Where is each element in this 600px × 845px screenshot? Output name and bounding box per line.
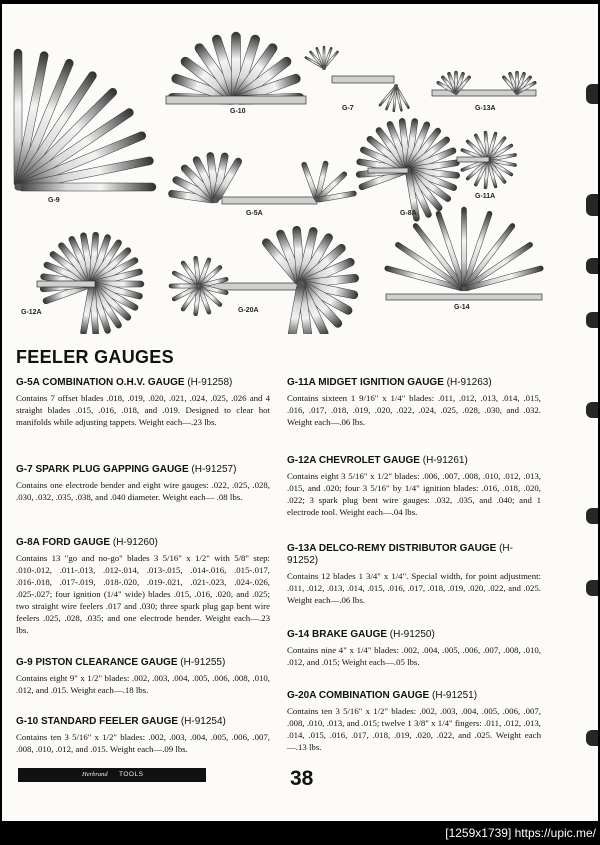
- entry-title: G-12A CHEVROLET GAUGE (H-91261): [287, 455, 468, 466]
- gauge-g10-drawing: [168, 32, 304, 104]
- entry-title: G-9 PISTON CLEARANCE GAUGE (H-91255): [16, 657, 226, 668]
- gauge-g7-bar: [332, 76, 394, 83]
- gauge-illustrations: [2, 4, 598, 334]
- entry-description: Contains ten 3 5/16" x 1/2" blades: .002, .003, .004, .005, .006, .007, .008, .010, .013, and .015; twelve 1 3/8" x 1/4" fingers: .011, .012, .013, .014, .015, .016, .017, .018, .019, .020, .022, and .025. Weight each—.13 lbs.: [287, 706, 541, 752]
- scan-info-label: [1259x1739] https://upic.me/: [445, 826, 596, 840]
- entry-title: G-5A COMBINATION O.H.V. GAUGE (H-91258): [16, 377, 233, 388]
- caption-g5a: G-5A: [246, 210, 263, 217]
- entry-title: G-14 BRAKE GAUGE (H-91250): [287, 629, 435, 640]
- caption-g10: G-10: [230, 108, 246, 115]
- caption-g14: G-14: [454, 304, 470, 311]
- entry-g13a: [287, 543, 541, 606]
- caption-g9: G-9: [48, 197, 60, 204]
- caption-g8a: G-8A: [400, 210, 417, 217]
- binder-tab: [586, 730, 598, 746]
- gauge-g14-drawing: [384, 207, 544, 291]
- binder-tab: [586, 402, 598, 418]
- binder-tab: [586, 508, 598, 524]
- gauge-g5a-bar: [222, 197, 317, 204]
- entry-description: Contains sixteen 1 9/16" x 1/4" blades: .011, .012, .013, .014, .015, .016, .017, .018, .019, .020, .022, .024, .025, .028, .030, and .032. Weight each—.06 lbs.: [287, 393, 541, 427]
- entry-title: G-13A DELCO-REMY DISTRIBUTOR GAUGE (H-91252): [287, 543, 513, 566]
- entry-description: Contains eight 9" x 1/2" blades: .002, .003, .004, .005, .006, .008, .010, .012, and .015. Weight each—.18 lbs.: [16, 673, 270, 695]
- entry-g14: [287, 629, 541, 668]
- binder-tab: [586, 194, 598, 216]
- gauge-g7-wires-b: [379, 84, 410, 112]
- gauge-g5a-left: [168, 152, 243, 204]
- gauge-g9-drawing: [14, 49, 156, 191]
- caption-g11a: G-11A: [475, 193, 496, 200]
- gauge-g10-base: [166, 96, 306, 104]
- entry-g5a: [16, 377, 270, 428]
- entry-g20a: [287, 690, 541, 753]
- entry-g8a: [16, 537, 270, 636]
- entry-g7: [16, 464, 270, 503]
- entry-description: Contains 12 blades 1 3/4" x 1/4". Special width, for point adjustment: .011, .012, .013, .014, .015, .016, .017, .018, .019, .020, .022, and .025. Weight each—.06 lbs.: [287, 571, 541, 605]
- brand-logo-text: Herbrand: [82, 771, 108, 778]
- gauge-g7-wires: [304, 46, 338, 70]
- gauge-g14-bar: [386, 294, 542, 300]
- binder-tab: [586, 258, 598, 274]
- binder-tab: [586, 580, 598, 596]
- entry-description: Contains 7 offset blades .018, .019, .020, .021, .024, .025, .026 and 4 straight blades .015, .016, .018, and .019. Designed to clear hot manifolds while adjusting tappets. Weight each—.23 lbs.: [16, 393, 270, 427]
- brand-tools-label: TOOLS: [119, 771, 144, 778]
- gauge-g20a-bar: [208, 283, 303, 290]
- caption-g7: G-7: [342, 105, 354, 112]
- caption-g13a: G-13A: [475, 105, 496, 112]
- entry-title: G-10 STANDARD FEELER GAUGE (H-91254): [16, 716, 226, 727]
- entry-title: G-8A FORD GAUGE (H-91260): [16, 537, 158, 548]
- entry-g12a: [287, 455, 541, 518]
- entry-g9: [16, 657, 270, 696]
- binder-tab: [586, 312, 598, 328]
- entry-title: G-11A MIDGET IGNITION GAUGE (H-91263): [287, 377, 492, 388]
- entry-description: Contains nine 4" x 1/4" blades: .002, .004, .005, .006, .007, .008, .010, .012, and .015; Weight each—.05 lbs.: [287, 645, 541, 667]
- gauge-g5a-right: [301, 161, 357, 203]
- gauge-g12a-bar: [37, 281, 95, 287]
- entry-description: Contains one electrode bender and eight wire gauges: .022, .025, .028, .030, .032, .035, .038, and .040 diameter. Weight each— .08 lbs.: [16, 480, 270, 502]
- footer-brand-bar: [18, 768, 206, 782]
- entry-g10: [16, 716, 270, 755]
- caption-g20a: G-20A: [238, 307, 259, 314]
- binder-tab: [586, 84, 598, 104]
- gauge-g20a-right: [261, 226, 359, 334]
- gauge-g11a-bar: [457, 157, 489, 162]
- page-heading: FEELER GAUGES: [16, 347, 174, 367]
- entry-title: G-20A COMBINATION GAUGE (H-91251): [287, 690, 478, 701]
- caption-g12a: G-12A: [21, 309, 42, 316]
- entry-g11a: [287, 377, 541, 428]
- entry-description: Contains eight 3 5/16" x 1/2" blades: .006, .007, .008, .010, .012, .013, .015, and .020; four 3 5/16" by 1/4" ignition blades: .016, .018, .020, .022; 3 spark plug bent wire gauges: .032, .035, and .040; and 1 electrode tool. Weight each—.04 lbs.: [287, 471, 541, 517]
- page-number: 38: [290, 767, 314, 790]
- catalog-page: [2, 4, 598, 821]
- entry-description: Contains 13 "go and no-go" blades 3 5/16" x 1/2" with 5/8" step: .010-.012, .011-.013, .012-.014, .013-.015, .014-.016, .015-.017, .016-.018, .017-.019, .018-.020, .019-.021, .021-.023, .024-.026, .025-.027; four ignition (1/4" wide) blades .015, .016, .020, and .025; two straight wire feelers .017 and .030; three spark plug gap bent wire feelers .025, .028, .035; and one electrode bender. Weight each—.23 lbs.: [16, 553, 270, 635]
- gauge-g8a-bar: [368, 168, 408, 173]
- entry-title: G-7 SPARK PLUG GAPPING GAUGE (H-91257): [16, 464, 237, 475]
- entry-description: Contains ten 3 5/16" x 1/2" blades: .002, .003, .004, .005, .006, .007, .008, .010, .012, and .015. Weight each—.09 lbs.: [16, 732, 270, 754]
